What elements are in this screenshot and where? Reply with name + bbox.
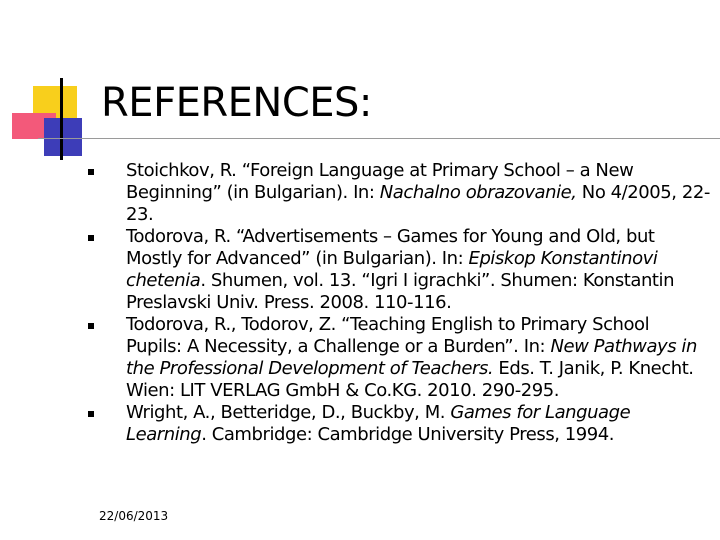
reference-segment: Wright, A., Betteridge, D., Buckby, M. [126, 402, 451, 423]
reference-item [86, 402, 710, 446]
square-bullet-icon [86, 226, 126, 314]
reference-segment: . Cambridge: Cambridge University Press, 1994. [201, 424, 615, 445]
title-underline [38, 138, 720, 139]
reference-text [126, 402, 710, 446]
reference-text [126, 314, 710, 402]
slide-date: 22/06/2013 [99, 509, 169, 523]
reference-item [86, 314, 710, 402]
references-list [86, 160, 710, 446]
reference-segment: No 4/2005, 22-23. [126, 182, 710, 225]
reference-text [126, 226, 710, 314]
reference-text [126, 160, 710, 226]
reference-segment: . Shumen, vol. 13. “Igri I igrachki”. Shumen: Konstantin Preslavski Univ. Press. 2008. 110-116. [126, 270, 675, 313]
reference-segment: Todorova, R. “Advertisements – Games for Young and Old, but Mostly for Advanced” (in Bulgarian). In: [126, 226, 655, 269]
decor-blue-square [44, 118, 82, 156]
reference-italic-segment: Games for Language Learning [126, 402, 631, 445]
reference-italic-segment: Episkop Konstantinovi chetenia [126, 248, 658, 291]
square-bullet-icon [86, 314, 126, 402]
reference-segment: Todorova, R., Todorov, Z. “Teaching English to Primary School Pupils: A Necessity, a Challenge or a Burden”. In: [126, 314, 650, 357]
slide-title: REFERENCES: [101, 80, 372, 126]
decor-vertical-line [60, 78, 63, 160]
square-bullet-icon [86, 402, 126, 446]
reference-item [86, 226, 710, 314]
reference-segment: Eds. T. Janik, P. Knecht. Wien: LIT VERLAG GmbH & Co.KG. 2010. 290-295. [126, 358, 694, 401]
square-bullet-icon [86, 160, 126, 226]
reference-segment: Stoichkov, R. “Foreign Language at Primary School – a New Beginning” (in Bulgarian). In: [126, 160, 634, 203]
reference-item [86, 160, 710, 226]
reference-italic-segment: Nachalno obrazovanie, [379, 182, 577, 203]
reference-italic-segment: New Pathways in the Professional Development of Teachers. [126, 336, 697, 379]
